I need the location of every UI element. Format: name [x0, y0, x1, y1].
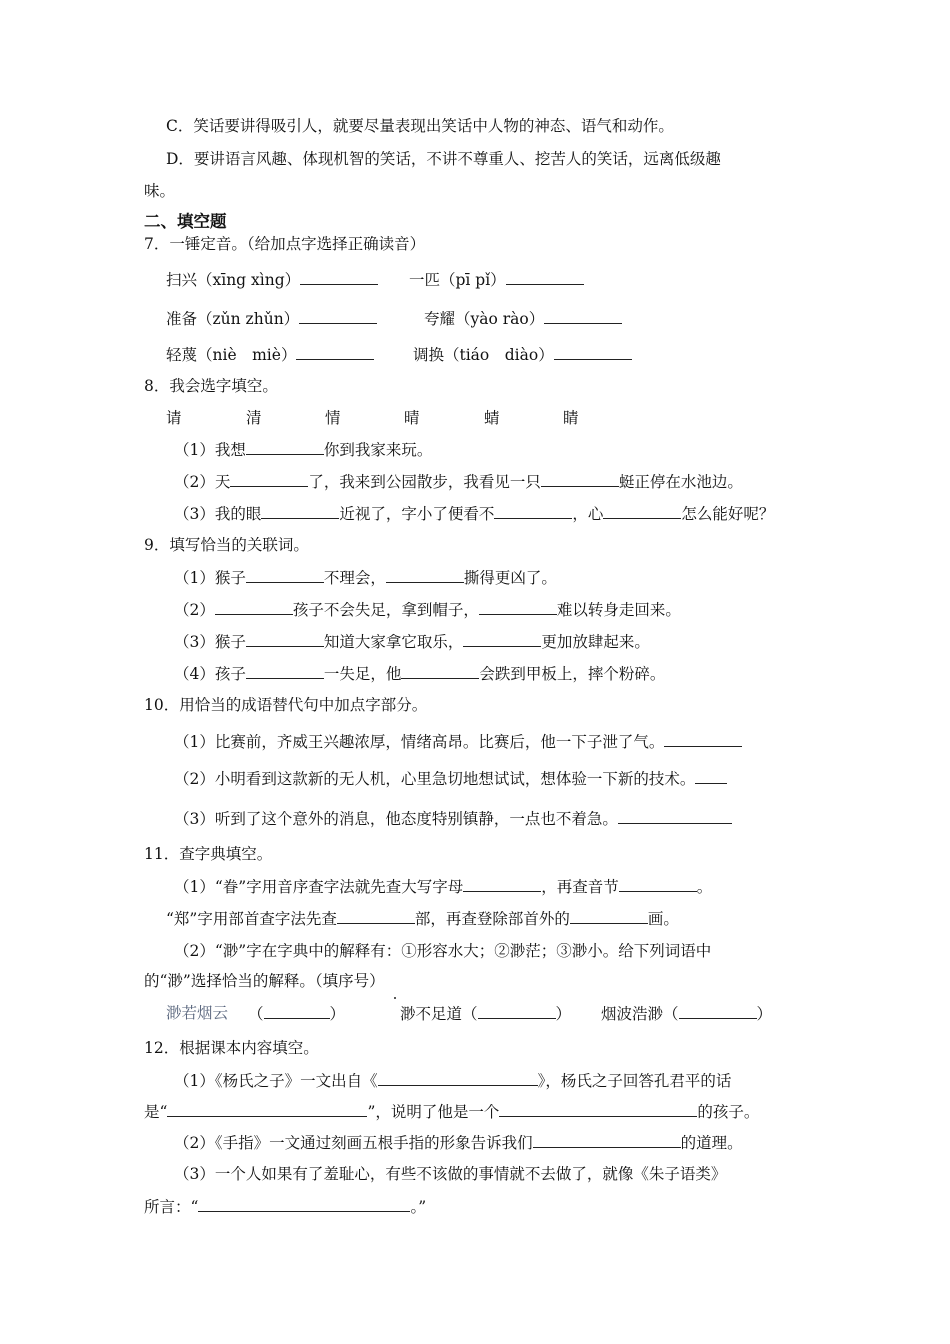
q12-line: 是“ ”，说明了他是一个 的孩子。 [144, 1103, 760, 1121]
answer-blank[interactable] [378, 1070, 538, 1086]
q11-line: “郑”字用部首查字法先查 部，再查登除部首外的 画。 [166, 910, 679, 928]
answer-blank[interactable] [246, 567, 324, 583]
q11-line: （1）“眷”字用音序查字法就先查大写字母 ，再查音节 。 [174, 878, 713, 896]
q12-line: （3）一个人如果有了羞耻心，有些不该做的事情就不去做了，就像《朱子语类》 [174, 1165, 727, 1183]
answer-blank[interactable] [198, 1196, 410, 1212]
q8-title: 8．我会选字填空。 [144, 377, 278, 395]
q9-line: （3）猴子 知道大家拿它取乐， 更加放肆起来。 [174, 633, 650, 651]
option-c: C．笑话要讲得吸引人，就要尽量表现出笑话中人物的神态、语气和动作。 [166, 117, 674, 135]
answer-blank[interactable] [230, 471, 308, 487]
answer-blank[interactable] [664, 731, 742, 747]
q7-title: 7．一锤定音。（给加点字选择正确读音） [144, 235, 426, 253]
char-option: 睛 [563, 409, 579, 427]
q10-line: （2）小明看到这款新的无人机，心里急切地想试试，想体验一下新的技术。 [174, 768, 727, 789]
q7-item: 准备（zǔn zhǔn） [166, 308, 377, 329]
q7-item: 轻蔑（niè miè） [166, 344, 374, 365]
char-option: 请 [166, 409, 182, 427]
answer-blank[interactable] [246, 439, 324, 455]
answer-blank[interactable] [264, 1003, 330, 1019]
answer-blank[interactable] [296, 344, 374, 360]
q11-line: （2）“渺”字在字典中的解释有：①形容水大；②渺茫；③渺小。给下列词语中 [174, 942, 712, 960]
q9-line: （4）孩子 一失足，他 会跌到甲板上，摔个粉碎。 [174, 665, 666, 683]
q7-item: 扫兴（xīng xìng） [166, 269, 378, 290]
answer-blank[interactable] [479, 599, 557, 615]
answer-blank[interactable] [618, 808, 732, 824]
answer-blank[interactable] [603, 503, 681, 519]
answer-blank[interactable] [300, 269, 378, 285]
answer-blank[interactable] [679, 1003, 757, 1019]
q9-title: 9．填写恰当的关联词。 [144, 536, 309, 554]
q11-word-answer: （ ） [248, 1005, 346, 1023]
q9-line: （2） 孩子不会失足，拿到帽子， 难以转身走回来。 [174, 601, 681, 619]
q11-word: 渺若烟云 [166, 1004, 229, 1022]
answer-blank[interactable] [299, 308, 377, 324]
answer-blank[interactable] [463, 876, 541, 892]
char-option: 蜻 [484, 409, 500, 427]
q12-line: 所言：“ 。” [144, 1198, 427, 1216]
answer-blank[interactable] [246, 631, 324, 647]
q7-item: 调换（tiáo diào） [413, 344, 632, 365]
char-option: 晴 [404, 409, 420, 427]
answer-blank[interactable] [167, 1101, 367, 1117]
answer-blank[interactable] [554, 344, 632, 360]
answer-blank[interactable] [570, 908, 648, 924]
char-option: 情 [325, 409, 341, 427]
answer-blank[interactable] [619, 876, 697, 892]
char-option: 清 [246, 409, 262, 427]
q10-title: 10．用恰当的成语替代句中加点字部分。 [144, 696, 428, 714]
answer-blank[interactable] [695, 768, 727, 784]
answer-blank[interactable] [463, 631, 541, 647]
q11-word-answer: 烟波浩渺（ ） [601, 1005, 773, 1023]
answer-blank[interactable] [506, 269, 584, 285]
q12-line: （2）《手指》一文通过刻画五根手指的形象告诉我们 的道理。 [174, 1134, 743, 1152]
answer-blank[interactable] [533, 1132, 681, 1148]
answer-blank[interactable] [215, 599, 293, 615]
q12-line: （1）《杨氏之子》一文出自《 》，杨氏之子回答孔君平的话 [174, 1072, 732, 1090]
q7-item: 夸耀（yào rào） [424, 308, 622, 329]
q10-line: （1）比赛前，齐威王兴趣浓厚，情绪高昂。比赛后，他一下子泄了气。 [174, 731, 742, 752]
q11-title: 11．查字典填空。 [144, 845, 273, 863]
answer-blank[interactable] [386, 567, 464, 583]
answer-blank[interactable] [544, 308, 622, 324]
q9-line: （1）猴子 不理会， 撕得更凶了。 [174, 569, 557, 587]
answer-blank[interactable] [337, 908, 415, 924]
option-d: D．要讲语言风趣、体现机智的笑话，不讲不尊重人、挖苦人的笑话，远离低级趣 [166, 150, 721, 168]
q12-title: 12．根据课本内容填空。 [144, 1039, 319, 1057]
answer-blank[interactable] [494, 503, 572, 519]
answer-blank[interactable] [401, 663, 479, 679]
option-d-cont: 味。 [144, 182, 176, 200]
q7-item: 一匹（pī pǐ） [409, 269, 584, 290]
answer-blank[interactable] [499, 1101, 697, 1117]
q8-line: （3）我的眼 近视了，字小了便看不 ，心 怎么能好呢？ [174, 505, 775, 523]
q11-line: 的“渺”选择恰当的解释。（填序号） [144, 972, 385, 990]
answer-blank[interactable] [478, 1003, 556, 1019]
q8-line: （2）天 了，我来到公园散步，我看见一只 蜓正停在水池边。 [174, 473, 743, 491]
answer-blank[interactable] [541, 471, 619, 487]
emphasis-dot [394, 997, 396, 999]
answer-blank[interactable] [261, 503, 339, 519]
answer-blank[interactable] [246, 663, 324, 679]
q11-word-answer: 渺不足道（ ） [400, 1005, 572, 1023]
section-title: 二、填空题 [144, 212, 227, 231]
q10-line: （3）听到了这个意外的消息，他态度特别镇静，一点也不着急。 [174, 808, 732, 829]
q8-line: （1）我想 你到我家来玩。 [174, 441, 433, 459]
